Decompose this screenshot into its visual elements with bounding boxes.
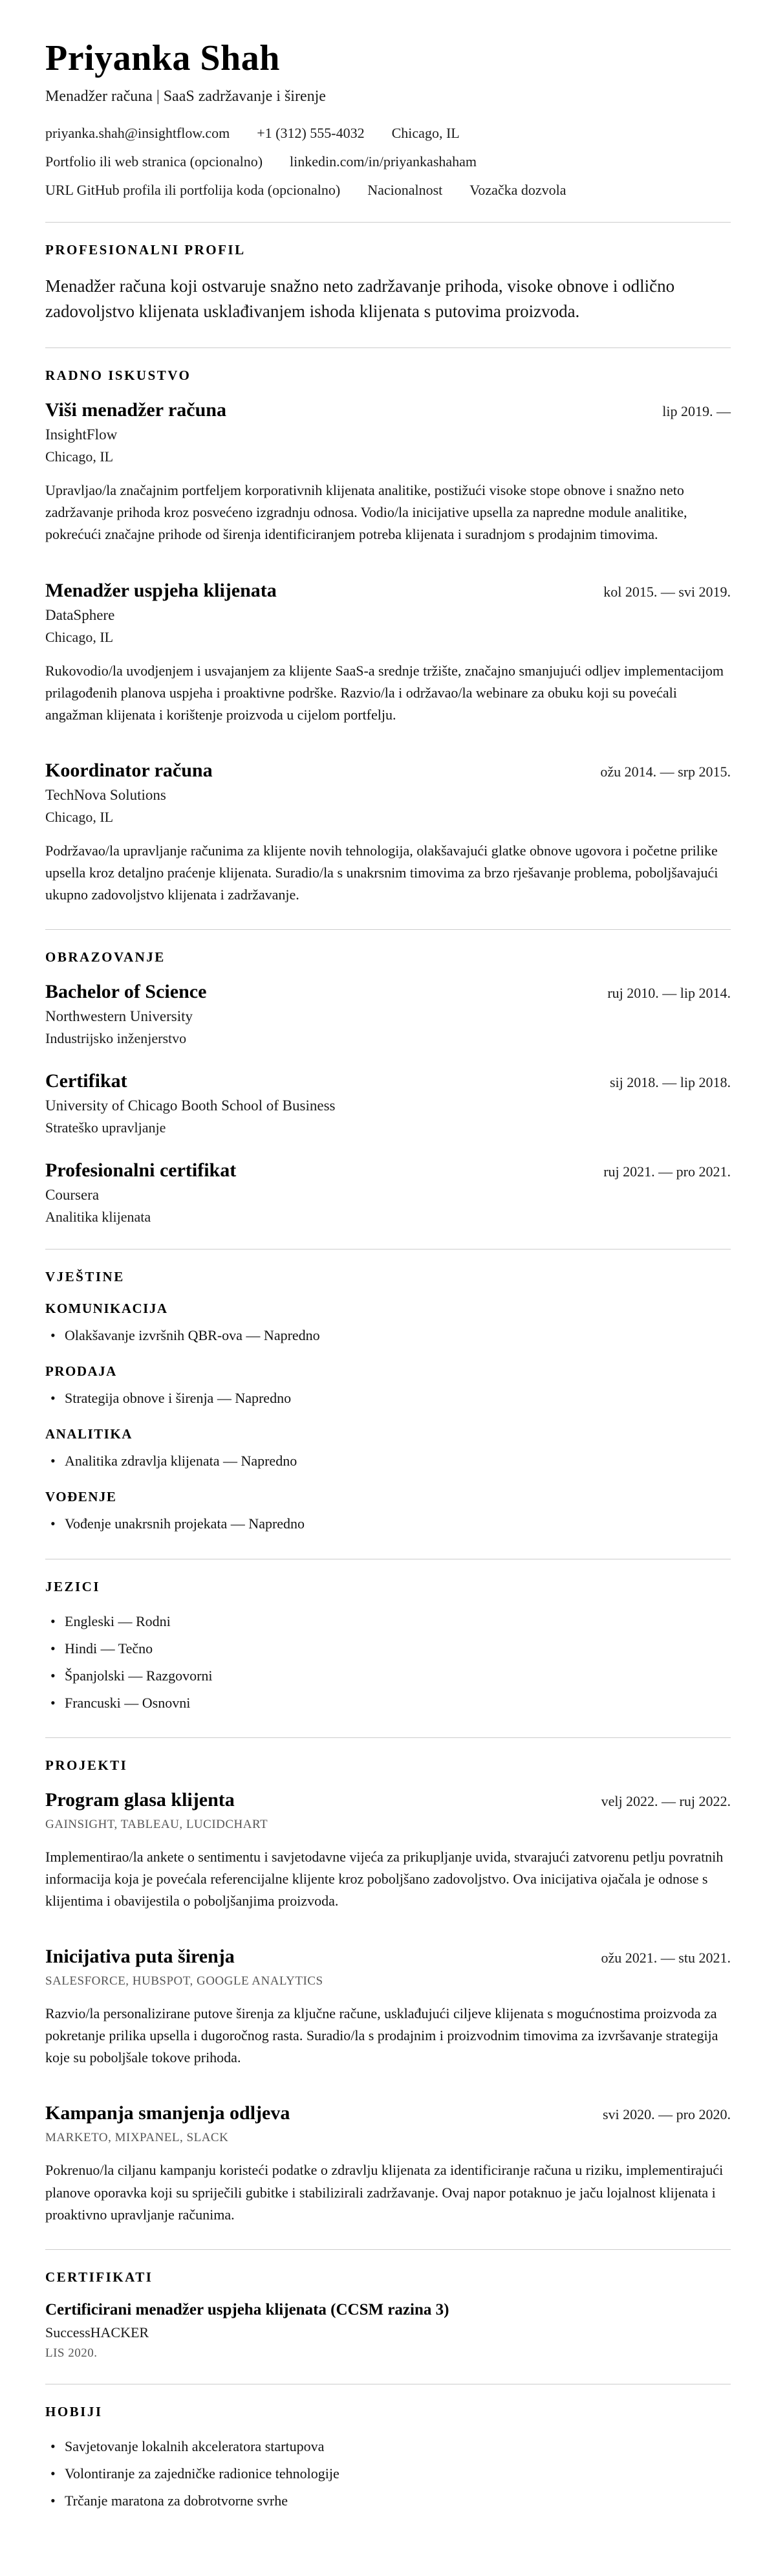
location-text: Chicago, IL	[391, 125, 460, 141]
project-entry	[45, 2102, 731, 2225]
education-entry	[45, 981, 731, 1047]
certificate-date: LIS 2020.	[45, 2346, 98, 2360]
education-dates: ruj 2021. — pro 2021.	[603, 1163, 731, 1180]
profile-summary-text: Menadžer računa koji ostvaruje snažno neto zadržavanje prihoda, visoke obnove i odlično zadovoljstvo klijenata usklađivanjem ishoda klijenata s putovima proizvoda.	[45, 276, 675, 322]
project-title: Kampanja smanjenja odljeva	[45, 2102, 290, 2124]
job-title: Koordinator računa	[45, 759, 213, 781]
certificate-title: Certificirani menadžer uspjeha klijenata (CCSM razina 3)	[45, 2300, 449, 2318]
project-title: Inicijativa puta širenja	[45, 1946, 235, 1968]
phone-text: +1 (312) 555-4032	[257, 125, 365, 141]
project-description: Razvio/la personalizirane putove širenja za ključne račune, usklađujući ciljeve klijenata s mogućnostima proizvoda za pokretanje prilika upsella i dugoročnog rasta. Suradio/la s prodajnim i proizvodnim timovima za izvršavanje strategija koje su poboljšale tokove prihoda.	[45, 2005, 718, 2066]
project-entry-head	[45, 1946, 731, 1968]
skill-list	[45, 1325, 731, 1347]
education-entry	[45, 1160, 731, 1226]
skill-item: • Strategija obnove i širenja — Napredno	[45, 1387, 731, 1409]
candidate-name: Priyanka Shah	[45, 38, 280, 78]
linkedin-text: linkedin.com/in/priyankashaham	[290, 153, 477, 170]
section-heading-hobbies: HOBIJI	[45, 2403, 103, 2419]
education-field: Industrijsko inženjerstvo	[45, 1030, 187, 1047]
section-certificates	[45, 2249, 731, 2361]
skill-category: KOMUNIKACIJA	[45, 1301, 168, 1317]
nationality-text: Nacionalnost	[367, 182, 443, 198]
skill-item: • Vođenje unakrsnih projekata — Napredno	[45, 1513, 731, 1535]
hobby-item: • Trčanje maratona za dobrotvorne svrhe	[45, 2490, 731, 2512]
skill-group	[45, 1426, 731, 1472]
education-entry-head	[45, 1070, 731, 1092]
job-entry	[45, 399, 731, 545]
hobby-item: • Savjetovanje lokalnih akceleratora startupova	[45, 2436, 731, 2458]
section-education	[45, 929, 731, 1226]
education-entry-head	[45, 1160, 731, 1182]
skill-group	[45, 1489, 731, 1535]
certificate-entry	[45, 2301, 731, 2361]
job-dates: ožu 2014. — srp 2015.	[600, 763, 731, 780]
section-projects	[45, 1737, 731, 2226]
project-description: Implementirao/la ankete o sentimentu i savjetodavne vijeća za prikupljanje uvida, stvarajući zatvorenu petlju povratnih informacija koja je povećala referencijalne klijente kroz poboljšano zadovoljstvo. Ova inicijativa ojačala je odnose s klijentima i obavijestila o poboljšanjima proizvoda.	[45, 1848, 724, 1910]
contact-row-1	[45, 125, 731, 142]
language-list	[45, 1611, 731, 1714]
education-school: University of Chicago Booth School of Business	[45, 1097, 336, 1114]
job-company: TechNova Solutions	[45, 786, 166, 803]
project-entry	[45, 1946, 731, 2069]
job-dates: kol 2015. — svi 2019.	[603, 583, 731, 600]
project-entry	[45, 1789, 731, 1912]
job-title: Viši menadžer računa	[45, 399, 226, 421]
project-tools: GAINSIGHT, TABLEAU, LUCIDCHART	[45, 1817, 268, 1831]
candidate-job-title: Menadžer računa | SaaS zadržavanje i širenje	[45, 88, 326, 105]
section-heading-skills: VJEŠTINE	[45, 1269, 125, 1285]
section-profile	[45, 222, 731, 324]
job-entry-head	[45, 399, 731, 421]
skill-group	[45, 1363, 731, 1409]
job-company: InsightFlow	[45, 426, 118, 443]
job-description: Upravljao/la značajnim portfeljem korporativnih klijenata analitike, postižući visoke stope obnove i snažno neto zadržavanje prihoda kroz posvećeno izgradnju odnosa. Vodio/la inicijative upsella za napredne module analitike, pokrećući značajne prihode od širenja identificiranjem potreba klijenata i suradnjom s prodajnim timovima.	[45, 482, 687, 543]
job-description: Rukovodio/la uvodjenjem i usvajanjem za klijente SaaS-a srednje tržište, značajno smanjujući odljev implementacijom prilagođenih planova uspjeha i proaktivne podrške. Razvio/la i održavao/la webinare za obuku koji su povećali angažman klijenata i korištenje proizvoda u cijelom portfelju.	[45, 662, 724, 723]
section-heading-projects: PROJEKTI	[45, 1757, 128, 1773]
skill-list	[45, 1513, 731, 1535]
education-field: Strateško upravljanje	[45, 1119, 166, 1136]
project-dates: velj 2022. — ruj 2022.	[601, 1792, 731, 1809]
section-heading-experience: RADNO ISKUSTVO	[45, 368, 191, 384]
certificate-org: SuccessHACKER	[45, 2324, 149, 2340]
job-location: Chicago, IL	[45, 808, 114, 825]
section-languages	[45, 1559, 731, 1714]
job-dates: lip 2019. —	[662, 403, 731, 420]
education-school: Coursera	[45, 1187, 100, 1204]
project-tools: SALESFORCE, HUBSPOT, GOOGLE ANALYTICS	[45, 1974, 323, 1988]
project-dates: svi 2020. — pro 2020.	[603, 2106, 731, 2123]
skill-item: • Olakšavanje izvršnih QBR-ova — Napredno	[45, 1325, 731, 1347]
job-entry-head	[45, 760, 731, 782]
project-description: Pokrenuo/la ciljanu kampanju koristeći podatke o zdravlju klijenata za identificiranje računa u riziku, implementirajući planove oporavka koji su spriječili gubitke i stabilizirali zadržavanje. Ovaj napor potaknuo je jaču lojalnost klijenata i proaktivno upravljanje računima.	[45, 2162, 724, 2223]
section-heading-profile: PROFESIONALNI PROFIL	[45, 242, 246, 258]
project-tools: MARKETO, MIXPANEL, SLACK	[45, 2131, 229, 2145]
driving-license-text: Vozačka dozvola	[469, 182, 566, 198]
section-experience	[45, 347, 731, 906]
section-heading-education: OBRAZOVANJE	[45, 949, 166, 965]
section-heading-certificates: CERTIFIKATI	[45, 2269, 153, 2285]
skill-category: VOĐENJE	[45, 1489, 117, 1505]
project-entry-head	[45, 2102, 731, 2124]
section-skills	[45, 1249, 731, 1535]
education-field: Analitika klijenata	[45, 1209, 151, 1226]
section-hobbies	[45, 2384, 731, 2512]
job-entry-head	[45, 580, 731, 602]
education-dates: sij 2018. — lip 2018.	[609, 1074, 731, 1091]
language-item: • Španjolski — Razgovorni	[45, 1665, 731, 1687]
language-item: • Hindi — Tečno	[45, 1638, 731, 1660]
email-text: priyanka.shah@insightflow.com	[45, 125, 230, 141]
education-dates: ruj 2010. — lip 2014.	[607, 985, 731, 1002]
education-school: Northwestern University	[45, 1008, 193, 1025]
job-company: DataSphere	[45, 606, 115, 623]
project-dates: ožu 2021. — stu 2021.	[601, 1950, 731, 1966]
portfolio-placeholder-text: Portfolio ili web stranica (opcionalno)	[45, 153, 263, 170]
contact-row-2	[45, 153, 731, 170]
skill-category: PRODAJA	[45, 1363, 117, 1380]
project-entry-head	[45, 1789, 731, 1811]
skill-group	[45, 1301, 731, 1347]
hobby-list	[45, 2436, 731, 2512]
education-entry-head	[45, 981, 731, 1003]
language-item: • Francuski — Osnovni	[45, 1692, 731, 1714]
skill-item: • Analitika zdravlja klijenata — Napredno	[45, 1450, 731, 1472]
skill-category: ANALITIKA	[45, 1426, 133, 1442]
education-title: Bachelor of Science	[45, 981, 207, 1003]
job-location: Chicago, IL	[45, 628, 114, 645]
resume-header	[45, 38, 731, 199]
job-title: Menadžer uspjeha klijenata	[45, 579, 277, 601]
job-entry	[45, 580, 731, 726]
education-title: Profesionalni certifikat	[45, 1160, 237, 1182]
contact-row-3	[45, 182, 731, 199]
github-placeholder-text: URL GitHub profila ili portfolija koda (opcionalno)	[45, 182, 341, 198]
job-description: Podržavao/la upravljanje računima za klijente novih tehnologija, olakšavajući glatke obnove ugovora i početne prilike upsella kroz detaljno praćenje klijenata. Suradio/la s unakrsnim timovima za brzo rješavanje problema, poboljšavajući ukupno zadovoljstvo klijenata i zadržavanje.	[45, 842, 718, 903]
education-entry	[45, 1070, 731, 1136]
project-title: Program glasa klijenta	[45, 1789, 235, 1811]
skill-list	[45, 1450, 731, 1472]
language-item: • Engleski — Rodni	[45, 1611, 731, 1633]
job-entry	[45, 760, 731, 906]
job-location: Chicago, IL	[45, 448, 114, 465]
skill-list	[45, 1387, 731, 1409]
contact-block	[45, 125, 731, 199]
section-heading-languages: JEZICI	[45, 1578, 101, 1594]
education-title: Certifikat	[45, 1070, 127, 1092]
hobby-item: • Volontiranje za zajedničke radionice tehnologije	[45, 2463, 731, 2485]
